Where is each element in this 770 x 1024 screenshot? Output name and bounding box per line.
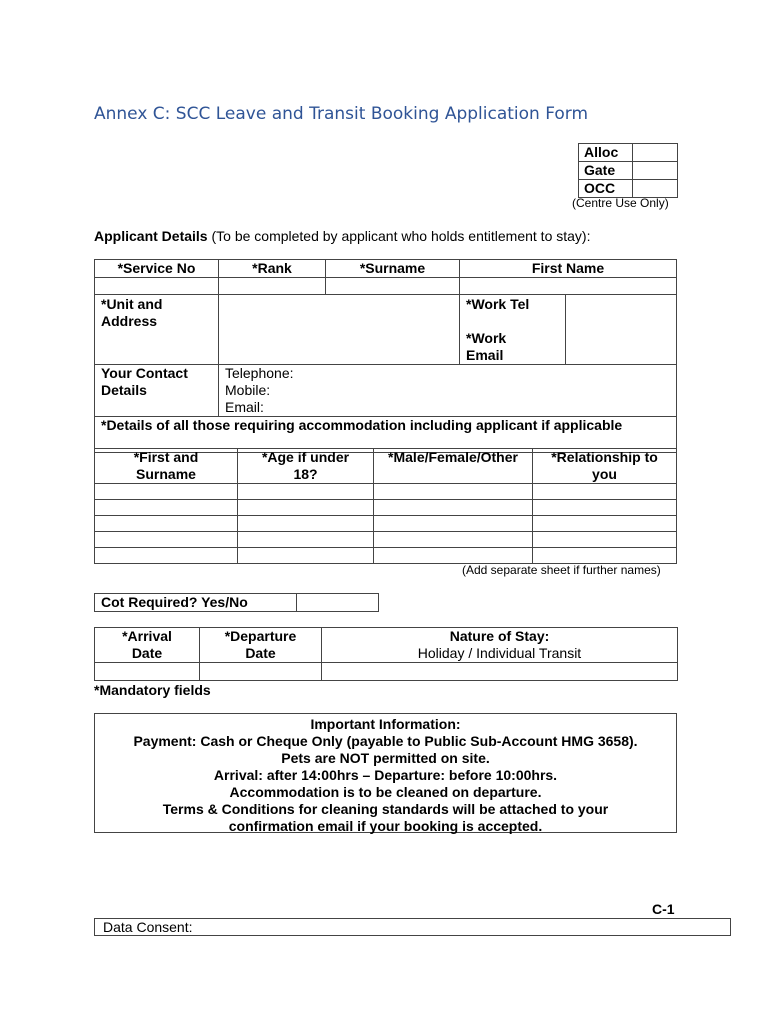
cot-label: Cot Required? Yes/No [95, 594, 297, 612]
occupant-rel-cell[interactable] [533, 500, 677, 516]
rank-header: *Rank [219, 260, 326, 278]
unit-address-label [95, 295, 219, 365]
occupant-rel-header-line2: you [592, 466, 617, 482]
occupant-name-header-line2: Surname [136, 466, 196, 482]
work-contact-field[interactable] [566, 295, 677, 365]
centre-use-note: (Centre Use Only) [572, 196, 669, 210]
occupant-age-cell[interactable] [238, 484, 374, 500]
email-label: Email: [225, 399, 264, 415]
mobile-label: Mobile: [225, 382, 271, 398]
occupant-age-cell[interactable] [238, 516, 374, 532]
data-consent-box[interactable] [94, 918, 731, 936]
contact-details-label-line2: Details [101, 382, 147, 398]
page-reference: C-1 [652, 901, 675, 917]
occupant-name-cell[interactable] [95, 500, 238, 516]
occupant-relationship-header [533, 449, 677, 484]
alloc-field[interactable] [633, 144, 678, 162]
occupant-name-cell[interactable] [95, 484, 238, 500]
occ-field[interactable] [633, 180, 678, 198]
gate-label: Gate [579, 162, 633, 180]
departure-header-line1: *Departure [224, 628, 297, 644]
occupant-rel-cell[interactable] [533, 484, 677, 500]
contact-details-label [95, 365, 219, 417]
contact-details-field[interactable] [219, 365, 677, 417]
info-line: Accommodation is to be cleaned on departure. [229, 784, 542, 800]
nature-of-stay-title: Nature of Stay: [449, 628, 550, 644]
arrival-header-line1: *Arrival [122, 628, 172, 644]
work-email-label-line1: *Work [466, 330, 507, 346]
cot-table [94, 593, 379, 612]
arrival-header-line2: Date [131, 645, 163, 661]
occupant-row [95, 500, 677, 516]
occupant-rel-cell[interactable] [533, 548, 677, 564]
occupant-gender-cell[interactable] [374, 500, 533, 516]
telephone-label: Telephone: [225, 365, 294, 381]
service-no-field[interactable] [95, 278, 219, 295]
unit-address-field[interactable] [219, 295, 460, 365]
occupant-row [95, 532, 677, 548]
occupant-age-header-line1: *Age if under [261, 449, 350, 465]
form-title: Annex C: SCC Leave and Transit Booking Application Form [94, 104, 589, 124]
occupant-age-cell[interactable] [238, 500, 374, 516]
occupant-gender-cell[interactable] [374, 484, 533, 500]
service-no-header: *Service No [95, 260, 219, 278]
arrival-date-header [95, 628, 200, 663]
departure-date-header [200, 628, 322, 663]
data-consent-label: Data Consent: [103, 919, 193, 935]
occupant-row [95, 516, 677, 532]
first-name-header: First Name [460, 260, 677, 278]
important-info-box [94, 713, 677, 833]
work-email-label-line2: Email [466, 347, 504, 363]
occupant-age-cell[interactable] [238, 532, 374, 548]
occupant-gender-header: *Male/Female/Other [374, 449, 533, 484]
nature-of-stay-options: Holiday / Individual Transit [417, 645, 582, 661]
occupants-heading: *Details of all those requiring accommodation including applicant if applicable [95, 417, 677, 453]
occupant-row [95, 548, 677, 564]
stay-table [94, 627, 678, 681]
occupant-age-header-line2: 18? [293, 466, 318, 482]
applicant-heading [94, 228, 590, 244]
work-contact-label [460, 295, 566, 365]
departure-date-field[interactable] [200, 663, 322, 681]
unit-address-label-line1: *Unit and [101, 296, 163, 312]
occupant-name-header [95, 449, 238, 484]
occupant-name-cell[interactable] [95, 516, 238, 532]
occupant-rel-cell[interactable] [533, 516, 677, 532]
surname-field[interactable] [326, 278, 460, 295]
occupant-gender-cell[interactable] [374, 532, 533, 548]
departure-header-line2: Date [245, 645, 276, 661]
occupant-name-header-line1: *First and [133, 449, 199, 465]
info-line: Terms & Conditions for cleaning standards will be attached to your [162, 801, 609, 817]
add-sheet-note: (Add separate sheet if further names) [462, 563, 661, 577]
mandatory-note: *Mandatory fields [94, 682, 211, 698]
occupant-rel-header-line1: *Relationship to [551, 449, 658, 465]
nature-of-stay-field[interactable] [322, 663, 678, 681]
info-line: Important Information: [310, 716, 461, 732]
info-line: confirmation email if your booking is accepted. [228, 818, 543, 834]
occupant-rel-cell[interactable] [533, 532, 677, 548]
applicant-heading-label: Applicant Details [94, 228, 208, 244]
work-tel-label: *Work Tel [466, 296, 530, 312]
unit-address-label-line2: Address [101, 313, 158, 329]
cot-field[interactable] [297, 594, 379, 612]
applicant-table [94, 259, 677, 453]
occupant-gender-cell[interactable] [374, 548, 533, 564]
centre-use-table [578, 143, 678, 198]
occupant-age-cell[interactable] [238, 548, 374, 564]
occupant-row [95, 484, 677, 500]
info-line: Pets are NOT permitted on site. [281, 750, 490, 766]
occupants-table [94, 448, 677, 564]
nature-of-stay-header [322, 628, 678, 663]
occ-label: OCC [579, 180, 633, 198]
applicant-subheading: (To be completed by applicant who holds entitlement to stay): [211, 228, 591, 244]
surname-header: *Surname [326, 260, 460, 278]
first-name-field[interactable] [460, 278, 677, 295]
occupant-gender-cell[interactable] [374, 516, 533, 532]
arrival-date-field[interactable] [95, 663, 200, 681]
rank-field[interactable] [219, 278, 326, 295]
contact-details-label-line1: Your Contact [101, 365, 188, 381]
info-line: Arrival: after 14:00hrs – Departure: before 10:00hrs. [213, 767, 558, 783]
info-line: Payment: Cash or Cheque Only (payable to Public Sub-Account HMG 3658). [133, 733, 638, 749]
occupant-name-cell[interactable] [95, 548, 238, 564]
gate-field[interactable] [633, 162, 678, 180]
alloc-label: Alloc [579, 144, 633, 162]
occupant-age-header [238, 449, 374, 484]
occupant-name-cell[interactable] [95, 532, 238, 548]
